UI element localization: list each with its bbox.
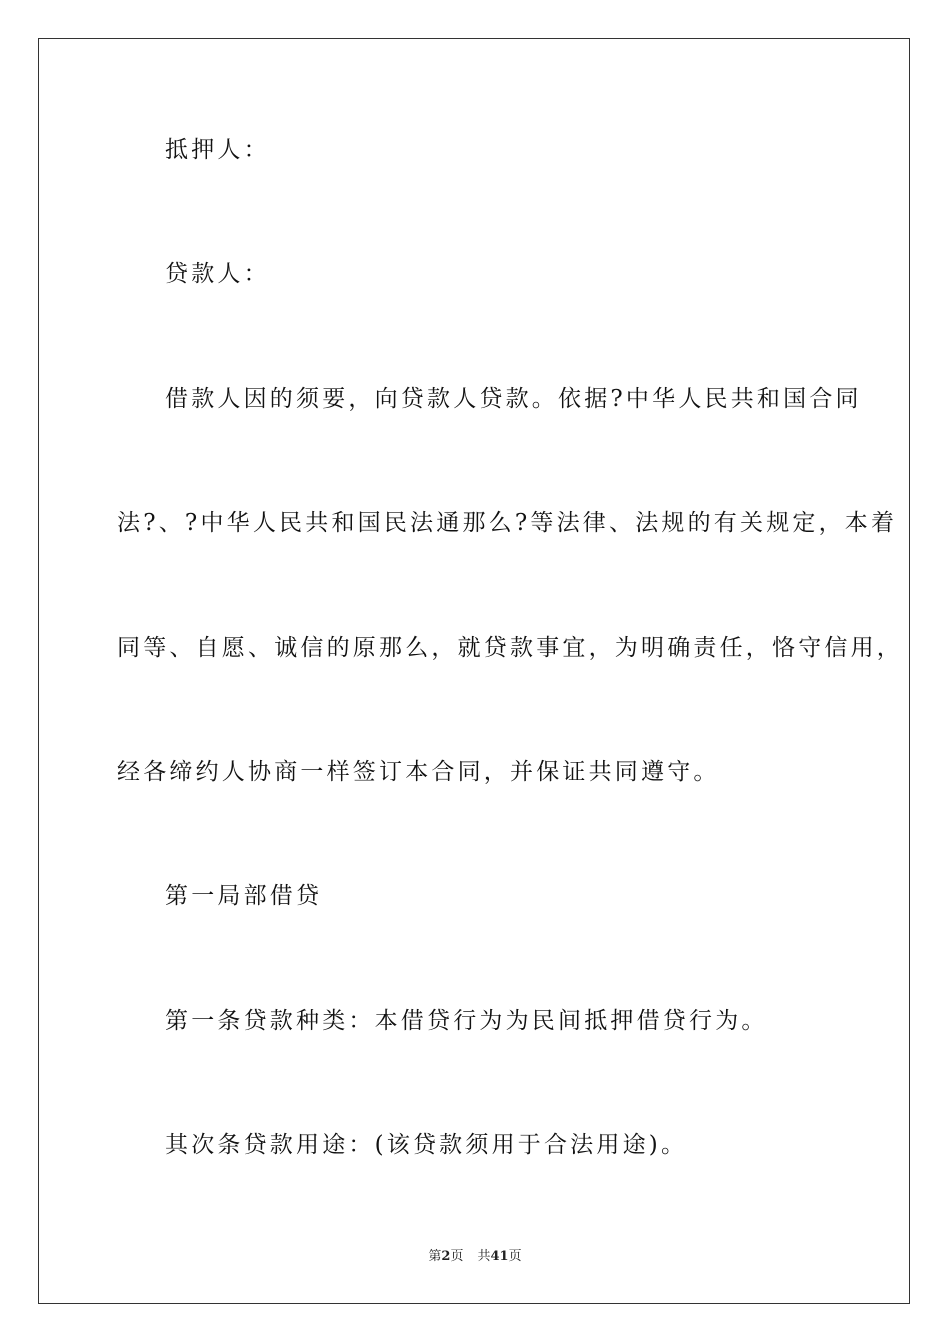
paragraph-line-4: 经各缔约人协商一样签订本合同，并保证共同遵守。 [117,759,720,785]
footer-total-pages: 41 [490,1249,509,1264]
section-heading: 第一局部借贷 [165,883,323,909]
page-border [38,38,910,1304]
article-one: 第一条贷款种类：本借贷行为为民间抵押借贷行为。 [165,1008,768,1034]
lender-label: 贷款人： [165,261,270,287]
article-two: 其次条贷款用途：(该贷款须用于合法用途)。 [165,1132,688,1158]
footer-page-suffix: 页 [450,1249,464,1264]
footer-total-suffix: 页 [508,1249,522,1264]
footer-page-number: 2 [441,1249,451,1264]
page-footer [0,1248,950,1266]
footer-total-prefix: 共 [477,1249,491,1264]
paragraph-line-2: 法?、?中华人民共和国民法通那么?等法律、法规的有关规定，本着 [117,510,898,536]
paragraph-line-1: 借款人因的须要，向贷款人贷款。依据?中华人民共和国合同 [165,386,862,412]
paragraph-line-3: 同等、自愿、诚信的原那么，就贷款事宜，为明确责任，恪守信用， [117,635,903,661]
mortgagor-label: 抵押人： [165,137,270,163]
footer-page-prefix: 第 [428,1249,442,1264]
